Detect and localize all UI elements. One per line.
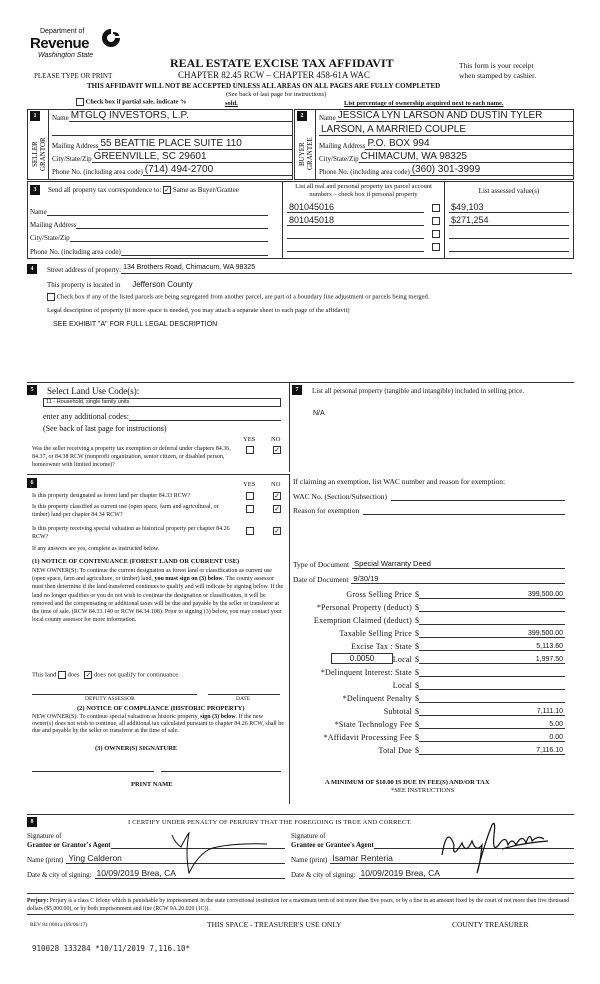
legal-label: Legal description of property (if more space is needed, you may attach a separate sheet to each page of the affidavit) xyxy=(47,307,350,314)
section-number: 6 xyxy=(27,478,37,488)
currency-symbol: $ xyxy=(415,746,419,755)
buyer-city-label: City/State/Zip xyxy=(319,155,359,163)
amount-row xyxy=(293,742,565,755)
grantee-signature-mark xyxy=(422,815,562,877)
buyer-phone-label: Phone No. (including area code) xyxy=(319,168,410,176)
amount-row xyxy=(293,612,565,625)
doc-type-label: Type of Document xyxy=(293,560,350,569)
grantor-date-field[interactable]: 10/09/2019 Brea, CA xyxy=(95,868,285,879)
seller-name-label: Name xyxy=(52,114,69,122)
currency-symbol: $ xyxy=(415,616,419,625)
correspondence-label: Send all property tax correspondence to: xyxy=(48,186,162,194)
excise-state-field[interactable]: 5,113.60 xyxy=(419,643,565,651)
doc-type-row xyxy=(293,558,565,569)
amount-label: *Personal Property (deduct) xyxy=(316,603,412,612)
please-type: PLEASE TYPE OR PRINT xyxy=(34,72,113,80)
notice2-bold: sign (3) below xyxy=(200,714,236,720)
processing-fee-field[interactable]: 0.00 xyxy=(419,734,565,742)
seller-city-field[interactable]: GREENVILLE, SC 29601 xyxy=(92,151,292,163)
amount-row xyxy=(293,651,565,664)
print-name-label: PRINT NAME xyxy=(131,781,173,788)
assessed-column xyxy=(444,182,573,258)
seller-city-label: City/State/Zip xyxy=(52,155,92,163)
amount-row xyxy=(293,716,565,729)
amount-row xyxy=(293,625,565,638)
if-yes-note: If any answers are yes, complete as instructed below. xyxy=(32,546,160,552)
receipt-note-1: This form is your receipt xyxy=(459,61,534,70)
agency-swirl-icon xyxy=(100,27,122,49)
currency-symbol: $ xyxy=(415,681,419,690)
parcels-header: List all real and personal property tax parcel account numbers – check box if personal property xyxy=(295,183,432,198)
yes-header: YES xyxy=(243,436,256,443)
question-historic: Is this property receiving special valuation as historical property per chapter 84.26 RCW? xyxy=(32,526,230,540)
doc-type-field[interactable]: Special Warranty Deed xyxy=(352,559,565,569)
perjury-text: Perjury is a class C felony which is punishable by imprisonment in the state correctional institution for a maximum term of not more than five years, or by a fine in an amount fixed by the court of not more than five thousand dollars ($5,000.00), or by both imprisonment and fine (RCW 9A.20.020 (1C)). xyxy=(27,898,570,912)
additional-codes-field[interactable] xyxy=(129,411,281,421)
amount-label: Excise Tax : State xyxy=(351,642,412,651)
amount-label: Total Due xyxy=(378,746,412,755)
forest-yes-checkbox[interactable] xyxy=(246,492,254,500)
wac-row xyxy=(293,491,565,501)
notice2-title: (2) NOTICE OF COMPLIANCE (HISTORIC PROPERTY) xyxy=(77,705,245,712)
corr-city-label: City/State/Zip xyxy=(30,234,70,242)
receipt-note-2: when stamped by cashier. xyxy=(459,71,537,80)
amount-row xyxy=(293,586,565,599)
county-row xyxy=(47,280,193,289)
deputy-assessor-signature-line[interactable] xyxy=(32,694,197,695)
reason-field[interactable] xyxy=(363,505,565,515)
grantee-sig-label-2: Grantee or Grantee's Agent xyxy=(291,841,374,849)
does-label: does xyxy=(67,671,80,679)
amount-label: *Delinquent Penalty xyxy=(342,694,412,703)
grantor-sig-label-2: Grantor or Grantor's Agent xyxy=(27,841,111,849)
reason-row xyxy=(293,505,565,515)
parcel-account[interactable] xyxy=(287,229,424,239)
exemption-claim-label: If claiming an exemption, list WAC number and reason for exemption: xyxy=(293,477,506,486)
additional-codes-label: enter any additional codes: xyxy=(43,412,129,421)
exemption-no-checkbox[interactable]: ✓ xyxy=(274,446,280,454)
amount-row xyxy=(293,729,565,742)
gross-selling-price-field[interactable]: 399,500.00 xyxy=(419,591,565,599)
form-id: REV 84 0001a (09/06/17) xyxy=(30,922,88,928)
buyer-fields xyxy=(315,110,573,179)
technology-fee-field[interactable]: 5.00 xyxy=(419,721,565,729)
grantor-name-label: Name (print) xyxy=(27,856,64,864)
no-header: NO xyxy=(271,481,281,488)
segregated-row xyxy=(47,293,429,301)
agency-logo xyxy=(30,26,130,66)
located-label: This property is located in xyxy=(47,281,121,289)
amount-label: Local xyxy=(392,655,412,664)
section-number: 2 xyxy=(297,111,307,121)
notice2-text xyxy=(32,714,284,735)
buyer-name-label: Name xyxy=(319,114,336,122)
seller-mailing-label: Mailing Address xyxy=(52,142,99,150)
corr-phone-field[interactable] xyxy=(121,246,268,256)
buyer-side-label-1: BUYER xyxy=(298,142,306,166)
owner-signature-line-2[interactable] xyxy=(161,771,281,772)
parcel-account[interactable]: 801045016 xyxy=(287,202,424,213)
seller-side-label xyxy=(31,132,47,176)
street-label: Street address of property: xyxy=(47,266,122,274)
corr-name-field[interactable] xyxy=(47,206,268,216)
section-number: 5 xyxy=(27,385,37,395)
grantor-signature-mark xyxy=(167,829,277,877)
buyer-section xyxy=(294,109,574,180)
delinquent-interest-local-field[interactable] xyxy=(419,689,565,690)
yes-header: YES xyxy=(243,481,256,488)
parcel-row xyxy=(287,200,440,213)
receipt-stamp: 910028 133284 *10/11/2019 7,116.10* xyxy=(32,944,191,953)
excise-local-field[interactable]: 1,997.50 xyxy=(419,656,565,664)
see-instructions-note: *SEE INSTRUCTIONS xyxy=(391,787,455,794)
question-current-use: Is this property classified as current use (open space, farm and agricultural, or timber) land per chapter 84.34 RCW? xyxy=(32,504,219,518)
assessed-value[interactable] xyxy=(449,242,569,252)
doc-date-label: Date of Document xyxy=(293,575,349,584)
does-not-checkbox[interactable]: ✓ xyxy=(85,671,92,679)
seller-name-line2-field[interactable] xyxy=(52,126,292,136)
notice1-text-a: NEW OWNER(S): To continue the current designation as forest land or classification as current use (open space, farm and agriculture, or timber) land, xyxy=(32,568,272,583)
seller-section xyxy=(27,109,293,180)
amount-row xyxy=(293,703,565,716)
amount-label: *Delinquent Interest: State xyxy=(320,668,412,677)
buyer-mailing-label: Mailing Address xyxy=(319,142,366,150)
notice1-bold: you must sign on (3) below xyxy=(154,576,223,583)
property-section xyxy=(27,262,574,336)
minimum-note: A MINIMUM OF $10.00 IS DUE IN FEE(S) AND/OR TAX xyxy=(325,779,490,786)
section-6 xyxy=(27,474,290,804)
amount-label: Exemption Claimed (deduct) xyxy=(313,616,412,625)
land-use-section xyxy=(27,382,290,472)
grantee-name-field[interactable]: Isamar Renteria xyxy=(330,853,574,864)
seller-fields xyxy=(48,110,292,179)
amounts-table xyxy=(293,586,565,755)
currency-symbol: $ xyxy=(415,733,419,742)
currency-symbol: $ xyxy=(415,655,419,664)
buyer-name-field[interactable]: JESSICA LYN LARSON AND DUSTIN TYLER xyxy=(336,110,573,122)
form-title: REAL ESTATE EXCISE TAX AFFIDAVIT xyxy=(170,56,394,70)
corr-name-label: Name xyxy=(30,208,47,216)
amount-label: Gross Selling Price xyxy=(346,590,412,599)
amount-label: *Affidavit Processing Fee xyxy=(323,733,412,742)
grantor-date-label: Date & city of signing: xyxy=(27,871,92,879)
amount-label: *State Technology Fee xyxy=(334,720,412,729)
grantee-date-label: Date & city of signing: xyxy=(291,871,356,879)
section-8 xyxy=(27,814,574,894)
street-field[interactable]: 134 Brothers Road, Chimacum, WA 98325 xyxy=(121,264,572,274)
seller-side-label-2: GRANTOR xyxy=(39,137,47,171)
additional-codes-row xyxy=(43,410,281,421)
owner-signature-label: (3) OWNER(S) SIGNATURE xyxy=(95,745,178,752)
grantee-sig-label-1: Signature of xyxy=(291,832,326,840)
currency-symbol: $ xyxy=(415,694,419,703)
parcel-account[interactable] xyxy=(287,242,424,252)
county-treasurer-label: COUNTY TREASURER xyxy=(452,920,529,929)
buyer-phone-field[interactable]: (360) 301-3999 xyxy=(410,164,573,176)
currency-symbol: $ xyxy=(415,720,419,729)
personal-property-checkbox[interactable] xyxy=(432,217,440,225)
grantee-date-field[interactable]: 10/09/2019 Brea, CA xyxy=(359,868,574,879)
taxable-selling-price-field[interactable]: 399,500.00 xyxy=(419,630,565,638)
sold-label: sold. xyxy=(225,100,238,107)
amount-row xyxy=(293,638,565,651)
corr-mailing-label: Mailing Address xyxy=(30,221,77,229)
seller-phone-field[interactable]: (714) 494-2700 xyxy=(143,164,292,176)
personal-property-label: List all personal property (tangible and intangible) included in selling price. xyxy=(312,387,525,395)
notice1-title: (1) NOTICE OF CONTINUANCE (FOREST LAND OR CURRENT USE) xyxy=(32,558,240,565)
question-forest: Is this property designated as forest land per chapter 84.33 RCW? xyxy=(32,493,191,499)
currency-symbol: $ xyxy=(415,707,419,716)
buyer-name-line2-field[interactable]: LARSON, A MARRIED COUPLE xyxy=(319,124,573,136)
treasurer-use-label: THIS SPACE - TREASURER'S USE ONLY xyxy=(207,920,342,929)
date-label: DATE xyxy=(236,696,251,702)
section-7 xyxy=(290,382,574,804)
personal-property-checkbox[interactable] xyxy=(432,204,440,212)
does-checkbox[interactable] xyxy=(58,671,66,679)
owner-signature-line[interactable] xyxy=(32,771,154,772)
grantee-name-label: Name (print) xyxy=(291,856,328,864)
no-header: NO xyxy=(271,436,281,443)
correspondence-section xyxy=(27,181,574,259)
amount-row xyxy=(293,690,565,703)
does-not-label: does not xyxy=(94,671,116,679)
agency-line1: Department of xyxy=(40,28,85,35)
this-land-label: This land xyxy=(32,671,57,679)
grantor-sig-label-1: Signature of xyxy=(27,832,62,840)
buyer-side-label-2: GRANTEE xyxy=(306,137,314,171)
qualify-label: qualify for continuance. xyxy=(117,671,180,679)
doc-date-row xyxy=(293,573,565,584)
currency-symbol: $ xyxy=(415,642,419,651)
personal-property-checkbox[interactable] xyxy=(432,230,440,238)
parcels-column xyxy=(282,182,444,258)
form-subtitle: CHAPTER 82.45 RCW – CHAPTER 458-61A WAC xyxy=(178,70,370,80)
correspondence-fields xyxy=(30,202,268,256)
notice1-text xyxy=(32,567,284,624)
county-field[interactable]: Jefferson County xyxy=(132,280,193,289)
corr-phone-label: Phone No. (including area code) xyxy=(30,248,121,256)
section-number: 1 xyxy=(30,111,40,121)
notice2-text-b: . If the new owner(s) does not wish to continue, all additional tax calculated pursuant to chapter 84.26 RCW, shall be due and payable by the seller or transferor at the time of sale. xyxy=(32,714,284,734)
land-use-see-back: (See back of last page for instructions) xyxy=(43,424,167,433)
currency-symbol: $ xyxy=(415,629,419,638)
currency-symbol: $ xyxy=(415,590,419,599)
agency-line2: Revenue xyxy=(30,35,90,52)
same-as-buyer-checkbox[interactable]: ✓ xyxy=(164,186,171,195)
notice2-text-a: NEW OWNER(S): To continue special valuation as historic property, xyxy=(32,714,199,720)
deputy-assessor-label: DEPUTY ASSESSOR xyxy=(85,696,135,702)
notice1-text-b: . The county assessor must then determine if the land transferred continues to qualify and will indicate by signing below. If the land no longer qualifies or you do not wish to continue the designation or classification, it will be removed and the compensating or additional taxes will be due and payable by the seller or transferor at the time of sale. (RCW 84.33.140 or RCW 84.34.108). Prior to signing (3) below, you may contact your local county assessor for more information. xyxy=(32,576,284,624)
land-use-select[interactable]: 11 - Household, single family units xyxy=(43,398,281,407)
personal-property-field[interactable]: N/A xyxy=(313,410,325,417)
wac-field[interactable] xyxy=(391,491,565,501)
exemption-question: Was the seller receiving a property tax exemption or deferral under chapters 84.36, 84.37, or 84.38 RCW (nonprofit organization, senior citizen, or disabled person, homeowner with limited income)? xyxy=(32,446,231,468)
same-as-buyer-label: Same as Buyer/Grantee xyxy=(172,186,239,194)
total-due-field[interactable]: 7,116.10 xyxy=(419,747,565,755)
buyer-city-field[interactable]: CHIMACUM, WA 98325 xyxy=(359,151,573,163)
assessed-value[interactable]: $271,254 xyxy=(449,215,569,226)
section-number: 3 xyxy=(30,185,40,195)
amount-label: Taxable Selling Price xyxy=(339,629,412,638)
section-number: 7 xyxy=(292,385,302,395)
amount-label: Local xyxy=(392,681,412,690)
assessed-value[interactable] xyxy=(449,229,569,239)
currency-symbol: $ xyxy=(415,603,419,612)
acceptance-warning: THIS AFFIDAVIT WILL NOT BE ACCEPTED UNLESS ALL AREAS ON ALL PAGES ARE FULLY COMPLETED xyxy=(87,82,441,90)
see-back-note: (See back of last page for instructions) xyxy=(226,91,327,98)
personal-property-deduct-field[interactable] xyxy=(419,611,565,612)
amount-row xyxy=(293,664,565,677)
current-use-yes-checkbox[interactable] xyxy=(246,505,254,513)
partial-sale-label: Check box if partial sale, indicate % xyxy=(85,98,187,106)
continuance-row xyxy=(32,671,180,679)
certify-statement: I CERTIFY UNDER PENALTY OF PERJURY THAT THE FOREGOING IS TRUE AND CORRECT. xyxy=(128,819,412,826)
amount-label: Subtotal xyxy=(383,707,412,716)
buyer-side-label xyxy=(298,132,314,176)
parcel-account[interactable]: 801045018 xyxy=(287,215,424,226)
seller-name-field[interactable]: MTGLQ INVESTORS, L.P. xyxy=(69,110,292,122)
exemption-deduct-field[interactable] xyxy=(419,624,565,625)
street-row xyxy=(47,264,572,274)
perjury-notice xyxy=(27,897,574,915)
ownership-note: List percentage of ownership acquired next to each name. xyxy=(344,100,504,107)
amount-row xyxy=(293,599,565,612)
currency-symbol: $ xyxy=(415,668,419,677)
assessed-header: List assessed value(s) xyxy=(478,187,540,195)
subtotal-field[interactable]: 7,111.10 xyxy=(419,708,565,716)
historic-no-checkbox[interactable]: ✓ xyxy=(274,527,280,535)
exemption-yes-checkbox[interactable] xyxy=(246,446,254,454)
land-use-label: Select Land Use Code(s): xyxy=(47,386,140,396)
assessed-value[interactable]: $49,103 xyxy=(449,202,569,213)
segregated-checkbox[interactable] xyxy=(47,293,55,301)
wac-label: WAC No. (Section/Subsection) xyxy=(293,492,387,501)
buyer-mailing-field[interactable]: P.O. BOX 994 xyxy=(365,138,573,150)
amount-row xyxy=(293,677,565,690)
local-rate-field[interactable]: 0.0050 xyxy=(331,653,393,664)
agency-line3: Washington State xyxy=(38,52,94,59)
parcel-row xyxy=(287,213,440,226)
assessor-date-line[interactable] xyxy=(208,694,280,695)
legal-description-field[interactable]: SEE EXHIBIT "A" FOR FULL LEGAL DESCRIPTION xyxy=(53,321,218,328)
correspondence-header xyxy=(48,186,239,194)
parcel-row xyxy=(287,226,440,239)
section-number: 8 xyxy=(27,817,37,827)
seller-phone-label: Phone No. (including area code) xyxy=(52,168,143,176)
forest-no-checkbox[interactable]: ✓ xyxy=(274,492,280,500)
partial-sale-checkbox[interactable] xyxy=(76,98,84,106)
parcel-row xyxy=(287,239,440,252)
seller-mailing-field[interactable]: 55 BEATTIE PLACE SUITE 110 xyxy=(98,138,292,150)
personal-property-checkbox[interactable] xyxy=(432,243,440,251)
grantor-name-field[interactable]: Ying Calderon xyxy=(66,853,285,864)
section-number: 4 xyxy=(27,264,37,274)
corr-mailing-field[interactable] xyxy=(76,219,268,229)
corr-city-field[interactable] xyxy=(70,232,268,242)
doc-date-field[interactable]: 9/30/19 xyxy=(351,574,565,584)
delinquent-interest-state-field[interactable] xyxy=(419,676,565,677)
delinquent-penalty-field[interactable] xyxy=(419,702,565,703)
current-use-no-checkbox[interactable]: ✓ xyxy=(274,505,280,513)
perjury-bold: Perjury: xyxy=(27,898,49,904)
segregated-label: Check box if any of the listed parcels are being segregated from another parcel, are part of a boundary line adjustment or parcels being merged. xyxy=(56,293,430,301)
partial-sale-row xyxy=(76,98,187,106)
historic-yes-checkbox[interactable] xyxy=(246,527,254,535)
reason-label: Reason for exemption xyxy=(293,506,360,515)
seller-side-label-1: SELLER xyxy=(31,141,39,167)
